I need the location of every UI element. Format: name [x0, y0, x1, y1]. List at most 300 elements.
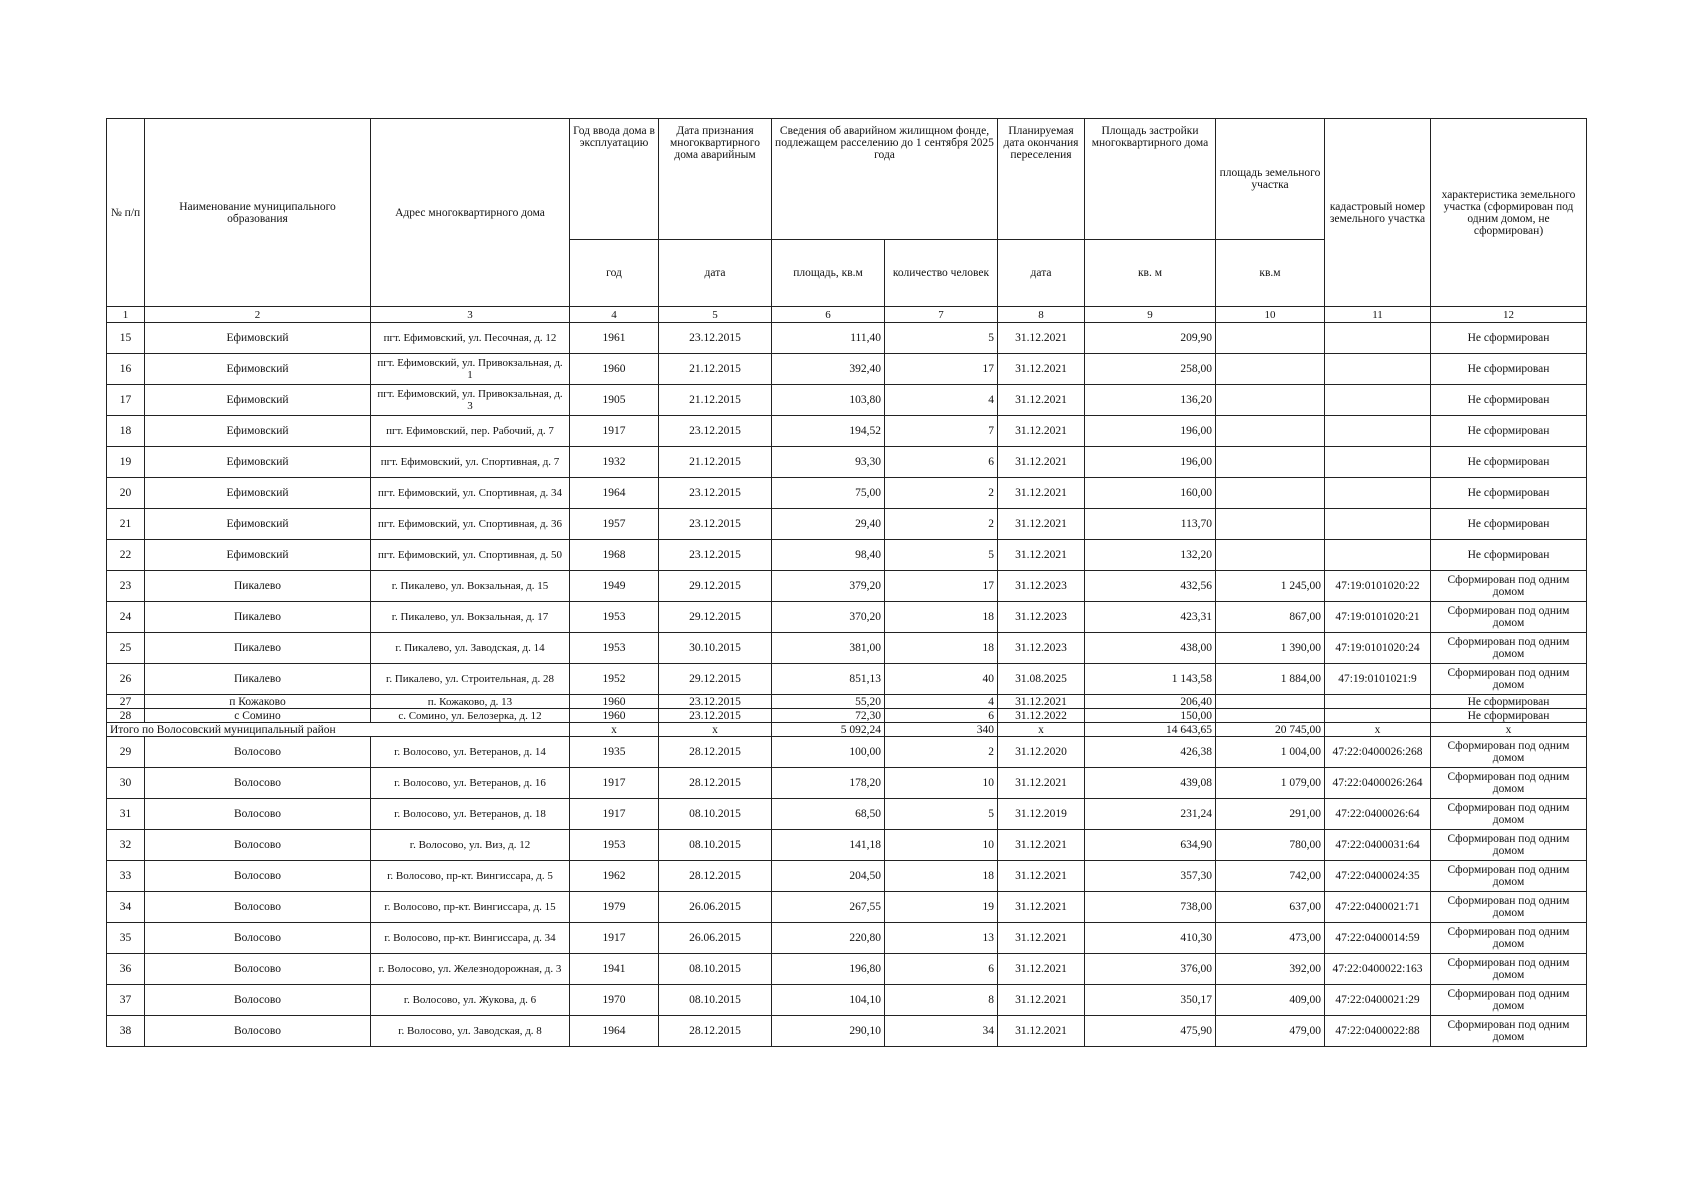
- land-area-cell: [1216, 509, 1325, 540]
- column-number-cell: 4: [570, 307, 659, 323]
- column-number-cell: 12: [1431, 307, 1587, 323]
- address-cell: с. Сомино, ул. Белозерка, д. 12: [371, 709, 570, 723]
- address-cell: п. Кожаково, д. 13: [371, 695, 570, 709]
- subheader-area: площадь, кв.м: [772, 240, 885, 307]
- building-area-cell: 136,20: [1085, 385, 1216, 416]
- row-number: 30: [107, 768, 145, 799]
- area-cell: 72,30: [772, 709, 885, 723]
- building-area-cell: 1 143,58: [1085, 664, 1216, 695]
- people-cell: 4: [885, 695, 998, 709]
- header-row: [107, 119, 1587, 240]
- year-cell: 1953: [570, 602, 659, 633]
- land-area-cell: 291,00: [1216, 799, 1325, 830]
- building-area-cell: 132,20: [1085, 540, 1216, 571]
- area-cell: 68,50: [772, 799, 885, 830]
- municipality-cell: Волосово: [145, 768, 371, 799]
- building-area-cell: 206,40: [1085, 695, 1216, 709]
- area-cell: 75,00: [772, 478, 885, 509]
- total-row: [107, 723, 1587, 737]
- people-cell: 19: [885, 892, 998, 923]
- address-cell: г. Пикалево, ул. Заводская, д. 14: [371, 633, 570, 664]
- address-cell: г. Волосово, пр-кт. Вингиссара, д. 15: [371, 892, 570, 923]
- area-cell: 381,00: [772, 633, 885, 664]
- people-cell: 7: [885, 416, 998, 447]
- total-barea-cell: 14 643,65: [1085, 723, 1216, 737]
- municipality-cell: Волосово: [145, 830, 371, 861]
- header-num: № п/п: [107, 119, 145, 307]
- land-area-cell: [1216, 709, 1325, 723]
- cadastral-cell: [1325, 478, 1431, 509]
- total-plan-cell: x: [998, 723, 1085, 737]
- plan-date-cell: 31.12.2020: [998, 737, 1085, 768]
- cadastral-cell: 47:19:0101020:21: [1325, 602, 1431, 633]
- plan-date-cell: 31.12.2021: [998, 861, 1085, 892]
- building-area-cell: 196,00: [1085, 447, 1216, 478]
- land-characteristic-cell: Сформирован под одним домом: [1431, 664, 1587, 695]
- land-area-cell: 1 245,00: [1216, 571, 1325, 602]
- table-row: [107, 892, 1587, 923]
- total-ch-cell: x: [1431, 723, 1587, 737]
- recognition-date-cell: 29.12.2015: [659, 571, 772, 602]
- header-land-characteristic: характеристика земельного участка (сформирован под одним домом, не сформирован): [1431, 119, 1587, 307]
- area-cell: 851,13: [772, 664, 885, 695]
- total-label: Итого по Волосовский муниципальный район: [107, 723, 570, 737]
- plan-date-cell: 31.12.2021: [998, 323, 1085, 354]
- table-row: [107, 830, 1587, 861]
- year-cell: 1932: [570, 447, 659, 478]
- row-number: 34: [107, 892, 145, 923]
- header-land-area: площадь земельного участка: [1216, 119, 1325, 240]
- land-characteristic-cell: Сформирован под одним домом: [1431, 892, 1587, 923]
- cadastral-cell: 47:22:0400024:35: [1325, 861, 1431, 892]
- address-cell: пгт. Ефимовский, ул. Спортивная, д. 36: [371, 509, 570, 540]
- column-number-cell: 9: [1085, 307, 1216, 323]
- area-cell: 111,40: [772, 323, 885, 354]
- building-area-cell: 475,90: [1085, 1016, 1216, 1047]
- people-cell: 5: [885, 323, 998, 354]
- column-number-cell: 8: [998, 307, 1085, 323]
- building-area-cell: 150,00: [1085, 709, 1216, 723]
- row-number: 35: [107, 923, 145, 954]
- column-number-row: [107, 307, 1587, 323]
- table-row: [107, 954, 1587, 985]
- recognition-date-cell: 21.12.2015: [659, 447, 772, 478]
- row-number: 33: [107, 861, 145, 892]
- address-cell: г. Пикалево, ул. Строительная, д. 28: [371, 664, 570, 695]
- table-row: [107, 509, 1587, 540]
- address-cell: пгт. Ефимовский, ул. Спортивная, д. 50: [371, 540, 570, 571]
- year-cell: 1961: [570, 323, 659, 354]
- cadastral-cell: 47:22:0400026:268: [1325, 737, 1431, 768]
- people-cell: 13: [885, 923, 998, 954]
- plan-date-cell: 31.12.2022: [998, 709, 1085, 723]
- recognition-date-cell: 26.06.2015: [659, 923, 772, 954]
- land-area-cell: 1 884,00: [1216, 664, 1325, 695]
- land-area-cell: 1 004,00: [1216, 737, 1325, 768]
- land-area-cell: 867,00: [1216, 602, 1325, 633]
- table-row: [107, 478, 1587, 509]
- subheader-plan-date: дата: [998, 240, 1085, 307]
- municipality-cell: Пикалево: [145, 571, 371, 602]
- year-cell: 1952: [570, 664, 659, 695]
- cadastral-cell: 47:22:0400026:64: [1325, 799, 1431, 830]
- building-area-cell: 439,08: [1085, 768, 1216, 799]
- area-cell: 194,52: [772, 416, 885, 447]
- municipality-cell: п Кожаково: [145, 695, 371, 709]
- recognition-date-cell: 08.10.2015: [659, 985, 772, 1016]
- land-area-cell: 409,00: [1216, 985, 1325, 1016]
- recognition-date-cell: 26.06.2015: [659, 892, 772, 923]
- subheader-people: количество человек: [885, 240, 998, 307]
- address-cell: г. Волосово, пр-кт. Вингиссара, д. 5: [371, 861, 570, 892]
- municipality-cell: Пикалево: [145, 664, 371, 695]
- plan-date-cell: 31.08.2025: [998, 664, 1085, 695]
- table-row: [107, 385, 1587, 416]
- table-row: [107, 602, 1587, 633]
- year-cell: 1964: [570, 1016, 659, 1047]
- municipality-cell: Волосово: [145, 923, 371, 954]
- year-cell: 1957: [570, 509, 659, 540]
- land-characteristic-cell: Не сформирован: [1431, 354, 1587, 385]
- table-row: [107, 633, 1587, 664]
- land-characteristic-cell: Не сформирован: [1431, 540, 1587, 571]
- building-area-cell: 634,90: [1085, 830, 1216, 861]
- land-characteristic-cell: Не сформирован: [1431, 416, 1587, 447]
- building-area-cell: 160,00: [1085, 478, 1216, 509]
- land-characteristic-cell: Не сформирован: [1431, 709, 1587, 723]
- address-cell: пгт. Ефимовский, ул. Привокзальная, д. 1: [371, 354, 570, 385]
- cadastral-cell: 47:22:0400014:59: [1325, 923, 1431, 954]
- municipality-cell: Волосово: [145, 861, 371, 892]
- plan-date-cell: 31.12.2021: [998, 985, 1085, 1016]
- table-row: [107, 540, 1587, 571]
- table-row: [107, 799, 1587, 830]
- subheader-building-unit: кв. м: [1085, 240, 1216, 307]
- recognition-date-cell: 29.12.2015: [659, 602, 772, 633]
- table-row: [107, 695, 1587, 709]
- area-cell: 196,80: [772, 954, 885, 985]
- header-emergency-fund: Сведения об аварийном жилищном фонде, подлежащем расселению до 1 сентября 2025 года: [772, 119, 998, 240]
- row-number: 18: [107, 416, 145, 447]
- recognition-date-cell: 28.12.2015: [659, 861, 772, 892]
- municipality-cell: Ефимовский: [145, 385, 371, 416]
- municipality-cell: Волосово: [145, 954, 371, 985]
- land-characteristic-cell: Сформирован под одним домом: [1431, 954, 1587, 985]
- row-number: 36: [107, 954, 145, 985]
- cadastral-cell: [1325, 385, 1431, 416]
- land-characteristic-cell: Сформирован под одним домом: [1431, 830, 1587, 861]
- row-number: 22: [107, 540, 145, 571]
- row-number: 16: [107, 354, 145, 385]
- building-area-cell: 432,56: [1085, 571, 1216, 602]
- header-recognition-date: Дата признания многоквартирного дома аварийным: [659, 119, 772, 240]
- people-cell: 2: [885, 478, 998, 509]
- cadastral-cell: [1325, 540, 1431, 571]
- row-number: 19: [107, 447, 145, 478]
- area-cell: 178,20: [772, 768, 885, 799]
- table-row: [107, 861, 1587, 892]
- recognition-date-cell: 08.10.2015: [659, 799, 772, 830]
- land-characteristic-cell: Сформирован под одним домом: [1431, 1016, 1587, 1047]
- row-number: 15: [107, 323, 145, 354]
- plan-date-cell: 31.12.2023: [998, 633, 1085, 664]
- column-number-cell: 3: [371, 307, 570, 323]
- table-row: [107, 664, 1587, 695]
- table-row: [107, 354, 1587, 385]
- address-cell: г. Пикалево, ул. Вокзальная, д. 17: [371, 602, 570, 633]
- row-number: 32: [107, 830, 145, 861]
- row-number: 28: [107, 709, 145, 723]
- subheader-date: дата: [659, 240, 772, 307]
- land-area-cell: 479,00: [1216, 1016, 1325, 1047]
- header-building-area: Площадь застройки многоквартирного дома: [1085, 119, 1216, 240]
- land-area-cell: 1 390,00: [1216, 633, 1325, 664]
- land-characteristic-cell: Не сформирован: [1431, 385, 1587, 416]
- cadastral-cell: [1325, 323, 1431, 354]
- year-cell: 1960: [570, 709, 659, 723]
- area-cell: 267,55: [772, 892, 885, 923]
- municipality-cell: Ефимовский: [145, 323, 371, 354]
- header-address: Адрес многоквартирного дома: [371, 119, 570, 307]
- area-cell: 379,20: [772, 571, 885, 602]
- total-date-cell: x: [659, 723, 772, 737]
- people-cell: 17: [885, 354, 998, 385]
- cadastral-cell: [1325, 709, 1431, 723]
- land-characteristic-cell: Не сформирован: [1431, 323, 1587, 354]
- area-cell: 104,10: [772, 985, 885, 1016]
- people-cell: 34: [885, 1016, 998, 1047]
- cadastral-cell: 47:22:0400022:88: [1325, 1016, 1431, 1047]
- plan-date-cell: 31.12.2021: [998, 695, 1085, 709]
- recognition-date-cell: 29.12.2015: [659, 664, 772, 695]
- municipality-cell: Волосово: [145, 799, 371, 830]
- table-row: [107, 768, 1587, 799]
- building-area-cell: 231,24: [1085, 799, 1216, 830]
- land-area-cell: 637,00: [1216, 892, 1325, 923]
- recognition-date-cell: 21.12.2015: [659, 385, 772, 416]
- address-cell: г. Волосово, ул. Ветеранов, д. 14: [371, 737, 570, 768]
- plan-date-cell: 31.12.2021: [998, 892, 1085, 923]
- year-cell: 1935: [570, 737, 659, 768]
- recognition-date-cell: 23.12.2015: [659, 323, 772, 354]
- cadastral-cell: [1325, 447, 1431, 478]
- area-cell: 93,30: [772, 447, 885, 478]
- municipality-cell: Ефимовский: [145, 540, 371, 571]
- plan-date-cell: 31.12.2021: [998, 923, 1085, 954]
- recognition-date-cell: 23.12.2015: [659, 478, 772, 509]
- land-characteristic-cell: Сформирован под одним домом: [1431, 861, 1587, 892]
- land-characteristic-cell: Не сформирован: [1431, 447, 1587, 478]
- people-cell: 4: [885, 385, 998, 416]
- year-cell: 1917: [570, 768, 659, 799]
- plan-date-cell: 31.12.2021: [998, 830, 1085, 861]
- municipality-cell: с Сомино: [145, 709, 371, 723]
- recognition-date-cell: 30.10.2015: [659, 633, 772, 664]
- cadastral-cell: [1325, 509, 1431, 540]
- cadastral-cell: 47:22:0400026:264: [1325, 768, 1431, 799]
- address-cell: г. Волосово, ул. Ветеранов, д. 18: [371, 799, 570, 830]
- table-row: [107, 737, 1587, 768]
- address-cell: г. Волосово, ул. Заводская, д. 8: [371, 1016, 570, 1047]
- building-area-cell: 113,70: [1085, 509, 1216, 540]
- subheader-land-unit: кв.м: [1216, 240, 1325, 307]
- row-number: 38: [107, 1016, 145, 1047]
- row-number: 29: [107, 737, 145, 768]
- recognition-date-cell: 28.12.2015: [659, 1016, 772, 1047]
- recognition-date-cell: 21.12.2015: [659, 354, 772, 385]
- header-year-built: Год ввода дома в эксплуатацию: [570, 119, 659, 240]
- municipality-cell: Ефимовский: [145, 509, 371, 540]
- land-area-cell: 742,00: [1216, 861, 1325, 892]
- people-cell: 6: [885, 954, 998, 985]
- cadastral-cell: [1325, 416, 1431, 447]
- land-area-cell: [1216, 416, 1325, 447]
- address-cell: пгт. Ефимовский, ул. Привокзальная, д. 3: [371, 385, 570, 416]
- area-cell: 220,80: [772, 923, 885, 954]
- table-row: [107, 416, 1587, 447]
- address-cell: г. Волосово, ул. Ветеранов, д. 16: [371, 768, 570, 799]
- building-area-cell: 376,00: [1085, 954, 1216, 985]
- year-cell: 1968: [570, 540, 659, 571]
- building-area-cell: 410,30: [1085, 923, 1216, 954]
- plan-date-cell: 31.12.2021: [998, 447, 1085, 478]
- plan-date-cell: 31.12.2021: [998, 478, 1085, 509]
- land-area-cell: [1216, 540, 1325, 571]
- land-area-cell: [1216, 354, 1325, 385]
- recognition-date-cell: 23.12.2015: [659, 509, 772, 540]
- land-area-cell: 1 079,00: [1216, 768, 1325, 799]
- address-cell: г. Волосово, пр-кт. Вингиссара, д. 34: [371, 923, 570, 954]
- table-row: [107, 323, 1587, 354]
- people-cell: 5: [885, 540, 998, 571]
- land-area-cell: [1216, 385, 1325, 416]
- people-cell: 2: [885, 737, 998, 768]
- address-cell: пгт. Ефимовский, ул. Спортивная, д. 7: [371, 447, 570, 478]
- address-cell: пгт. Ефимовский, ул. Песочная, д. 12: [371, 323, 570, 354]
- land-area-cell: [1216, 447, 1325, 478]
- recognition-date-cell: 28.12.2015: [659, 737, 772, 768]
- address-cell: пгт. Ефимовский, пер. Рабочий, д. 7: [371, 416, 570, 447]
- year-cell: 1905: [570, 385, 659, 416]
- people-cell: 18: [885, 633, 998, 664]
- year-cell: 1949: [570, 571, 659, 602]
- land-characteristic-cell: Сформирован под одним домом: [1431, 633, 1587, 664]
- land-characteristic-cell: Не сформирован: [1431, 509, 1587, 540]
- people-cell: 8: [885, 985, 998, 1016]
- cadastral-cell: [1325, 354, 1431, 385]
- people-cell: 40: [885, 664, 998, 695]
- row-number: 37: [107, 985, 145, 1016]
- municipality-cell: Ефимовский: [145, 478, 371, 509]
- table-row: [107, 923, 1587, 954]
- recognition-date-cell: 08.10.2015: [659, 830, 772, 861]
- building-area-cell: 426,38: [1085, 737, 1216, 768]
- subheader-year: год: [570, 240, 659, 307]
- column-number-cell: 7: [885, 307, 998, 323]
- land-characteristic-cell: Сформирован под одним домом: [1431, 602, 1587, 633]
- area-cell: 290,10: [772, 1016, 885, 1047]
- plan-date-cell: 31.12.2023: [998, 571, 1085, 602]
- recognition-date-cell: 28.12.2015: [659, 768, 772, 799]
- people-cell: 18: [885, 861, 998, 892]
- total-cad-cell: x: [1325, 723, 1431, 737]
- address-cell: г. Волосово, ул. Виз, д. 12: [371, 830, 570, 861]
- year-cell: 1979: [570, 892, 659, 923]
- cadastral-cell: 47:19:0101021:9: [1325, 664, 1431, 695]
- plan-date-cell: 31.12.2021: [998, 509, 1085, 540]
- cadastral-cell: 47:19:0101020:24: [1325, 633, 1431, 664]
- address-cell: г. Волосово, ул. Железнодорожная, д. 3: [371, 954, 570, 985]
- people-cell: 6: [885, 447, 998, 478]
- row-number: 27: [107, 695, 145, 709]
- address-cell: г. Волосово, ул. Жукова, д. 6: [371, 985, 570, 1016]
- row-number: 31: [107, 799, 145, 830]
- building-area-cell: 357,30: [1085, 861, 1216, 892]
- header-municipality: Наименование муниципального образования: [145, 119, 371, 307]
- municipality-cell: Пикалево: [145, 602, 371, 633]
- year-cell: 1970: [570, 985, 659, 1016]
- total-area-cell: 5 092,24: [772, 723, 885, 737]
- land-area-cell: 473,00: [1216, 923, 1325, 954]
- land-area-cell: 780,00: [1216, 830, 1325, 861]
- cadastral-cell: 47:22:0400021:71: [1325, 892, 1431, 923]
- municipality-cell: Волосово: [145, 737, 371, 768]
- row-number: 20: [107, 478, 145, 509]
- table-row: [107, 709, 1587, 723]
- row-number: 26: [107, 664, 145, 695]
- housing-table-page: [106, 118, 1586, 1047]
- municipality-cell: Ефимовский: [145, 354, 371, 385]
- year-cell: 1962: [570, 861, 659, 892]
- table-row: [107, 985, 1587, 1016]
- row-number: 21: [107, 509, 145, 540]
- table-row: [107, 447, 1587, 478]
- building-area-cell: 438,00: [1085, 633, 1216, 664]
- cadastral-cell: [1325, 695, 1431, 709]
- land-characteristic-cell: Сформирован под одним домом: [1431, 737, 1587, 768]
- plan-date-cell: 31.12.2021: [998, 416, 1085, 447]
- area-cell: 103,80: [772, 385, 885, 416]
- column-number-cell: 2: [145, 307, 371, 323]
- column-number-cell: 6: [772, 307, 885, 323]
- column-number-cell: 10: [1216, 307, 1325, 323]
- row-number: 25: [107, 633, 145, 664]
- plan-date-cell: 31.12.2023: [998, 602, 1085, 633]
- land-area-cell: 392,00: [1216, 954, 1325, 985]
- land-characteristic-cell: Сформирован под одним домом: [1431, 571, 1587, 602]
- municipality-cell: Волосово: [145, 985, 371, 1016]
- area-cell: 141,18: [772, 830, 885, 861]
- plan-date-cell: 31.12.2021: [998, 540, 1085, 571]
- land-characteristic-cell: Не сформирован: [1431, 695, 1587, 709]
- year-cell: 1953: [570, 830, 659, 861]
- recognition-date-cell: 23.12.2015: [659, 416, 772, 447]
- people-cell: 2: [885, 509, 998, 540]
- people-cell: 5: [885, 799, 998, 830]
- year-cell: 1960: [570, 354, 659, 385]
- cadastral-cell: 47:22:0400021:29: [1325, 985, 1431, 1016]
- people-cell: 10: [885, 768, 998, 799]
- plan-date-cell: 31.12.2021: [998, 354, 1085, 385]
- plan-date-cell: 31.12.2021: [998, 385, 1085, 416]
- building-area-cell: 423,31: [1085, 602, 1216, 633]
- people-cell: 10: [885, 830, 998, 861]
- area-cell: 370,20: [772, 602, 885, 633]
- building-area-cell: 738,00: [1085, 892, 1216, 923]
- total-year-cell: x: [570, 723, 659, 737]
- row-number: 17: [107, 385, 145, 416]
- building-area-cell: 209,90: [1085, 323, 1216, 354]
